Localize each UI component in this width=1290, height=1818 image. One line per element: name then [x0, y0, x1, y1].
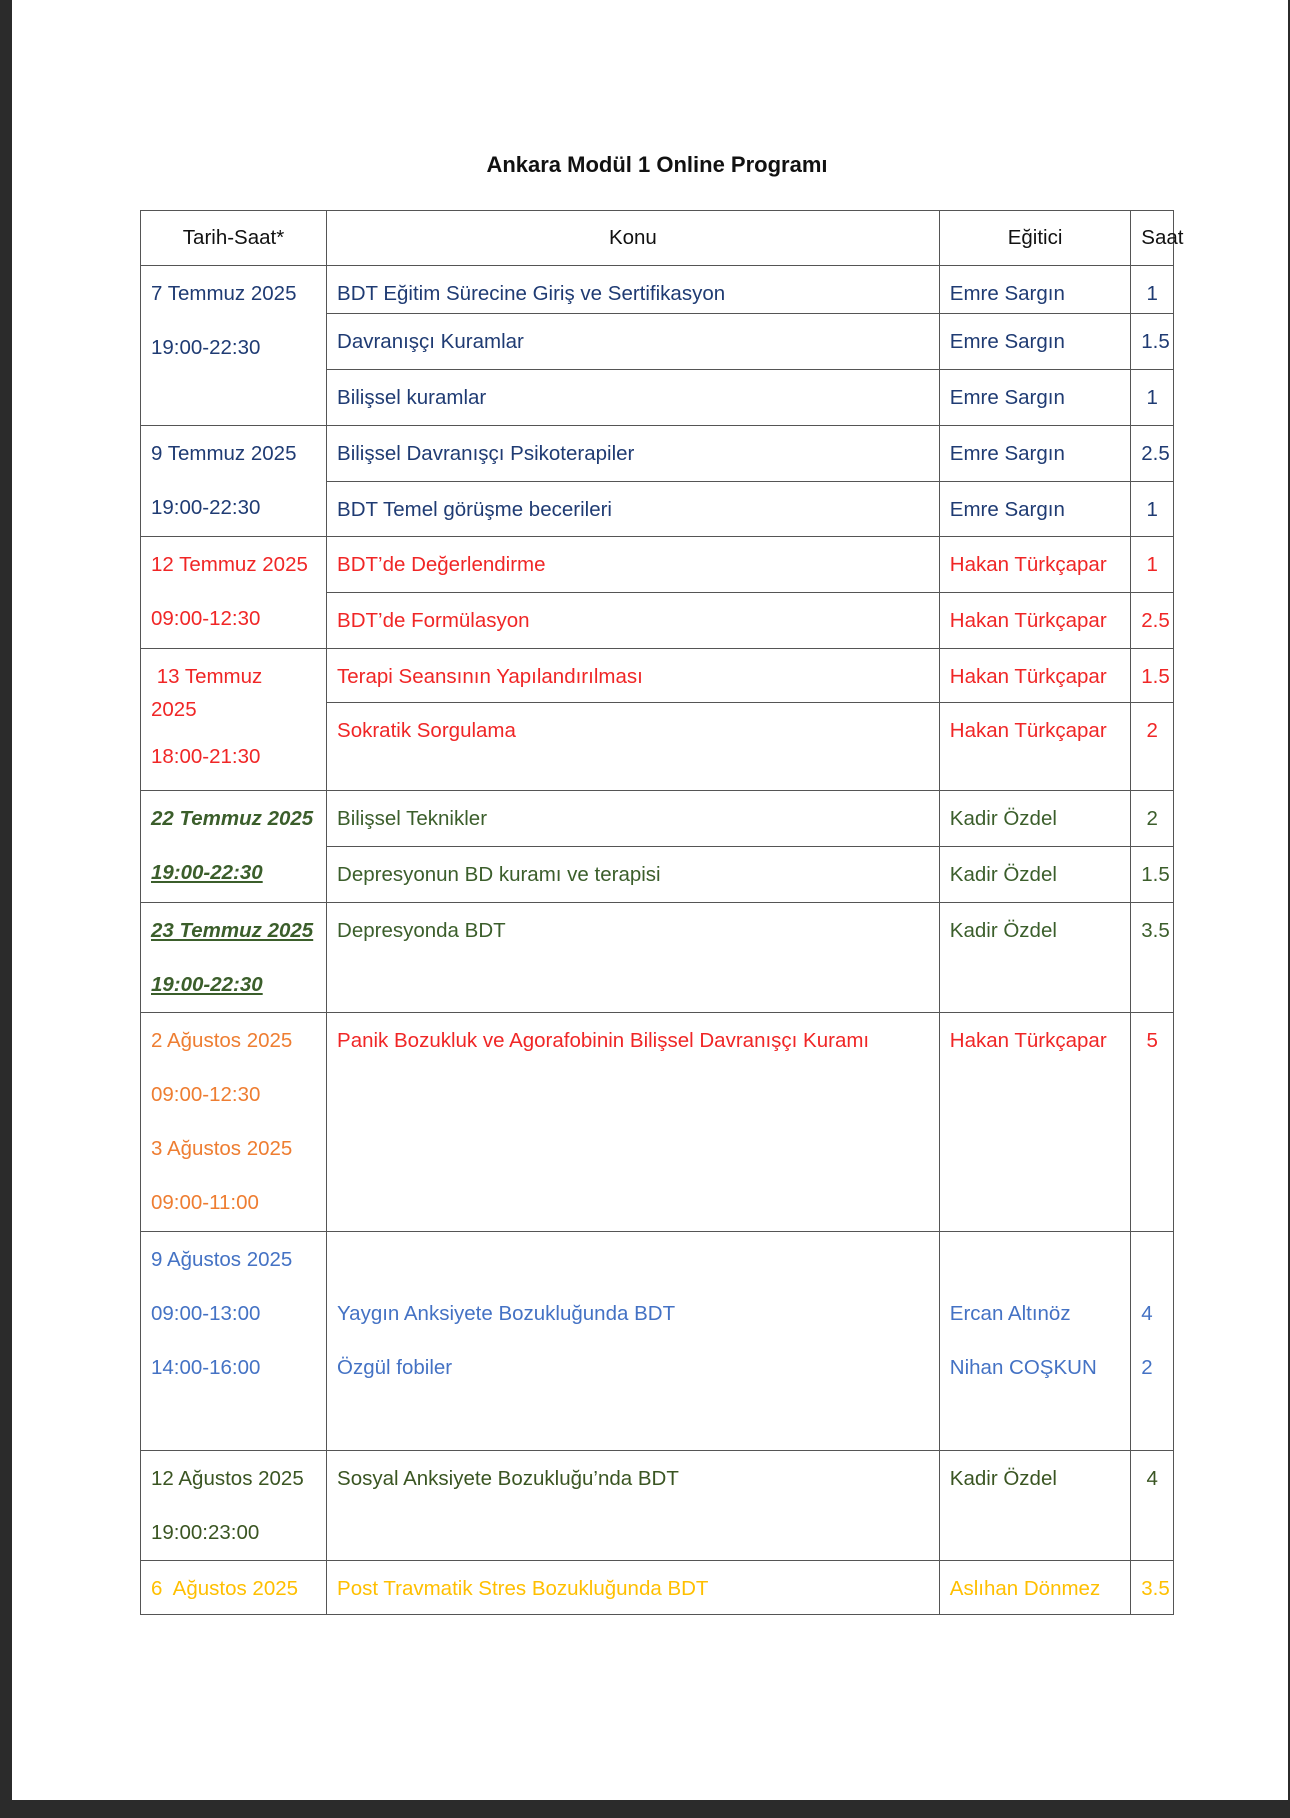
session-date: 23 Temmuz 2025 — [151, 919, 314, 942]
date-cell — [141, 426, 327, 537]
session-date: 6 Ağustos 2025 — [151, 1577, 299, 1600]
hours-cell: 3.5 — [1141, 919, 1170, 942]
table-row — [141, 426, 1174, 482]
topic-cell: Sokratik Sorgulama — [337, 719, 516, 742]
trainer-cell: Kadir Özdel — [949, 919, 1057, 942]
topic-cell: Bilişsel Davranışçı Psikoterapiler — [337, 442, 635, 465]
header-trainer: Eğitici — [939, 211, 1130, 266]
date-cell — [141, 791, 327, 903]
date-cell — [141, 1013, 327, 1232]
date-cell — [141, 537, 327, 649]
trainer-cell: Aslıhan Dönmez — [949, 1577, 1101, 1600]
date-cell — [141, 649, 327, 791]
trainer-cell: Emre Sargın — [949, 330, 1065, 353]
trainer-cell: Emre Sargın — [949, 386, 1065, 409]
session-time: 19:00-22:30 — [151, 861, 263, 884]
topic-cell: Sosyal Anksiyete Bozukluğu’nda BDT — [337, 1467, 679, 1490]
session-time: 19:00-22:30 — [151, 496, 261, 519]
topic-cell: Yaygın Anksiyete Bozukluğunda BDT — [337, 1302, 676, 1325]
table-row — [141, 1561, 1174, 1615]
session-time: 19:00:23:00 — [151, 1521, 260, 1544]
session-time: 09:00-12:30 — [151, 607, 261, 630]
table-row — [141, 537, 1174, 593]
topic-cell: BDT’de Formülasyon — [337, 609, 530, 632]
trainer-cell: Ercan Altınöz — [949, 1302, 1071, 1325]
topic-cell: Panik Bozukluk ve Agorafobinin Bilişsel Davranışçı Kuramı — [337, 1029, 870, 1052]
session-time-2: 14:00-16:00 — [151, 1356, 261, 1379]
hours-cell: 2 — [1146, 719, 1158, 742]
trainer-cell: Hakan Türkçapar — [949, 609, 1107, 632]
session-date: 2 Ağustos 2025 — [151, 1029, 293, 1052]
session-time-2: 09:00-11:00 — [151, 1191, 259, 1214]
date-cell — [141, 1561, 327, 1615]
trainer-cell: Emre Sargın — [949, 282, 1065, 305]
hours-cell: 2.5 — [1141, 609, 1170, 632]
topic-cell: Post Travmatik Stres Bozukluğunda BDT — [337, 1577, 709, 1600]
session-time: 19:00-22:30 — [151, 973, 263, 996]
date-cell — [141, 266, 327, 426]
hours-cell: 2 — [1141, 1356, 1153, 1379]
topic-cell: Depresyonun BD kuramı ve terapisi — [337, 863, 661, 886]
topic-cell: BDT Temel görüşme becerileri — [337, 498, 612, 521]
table-row — [141, 649, 1174, 703]
hours-cell: 3.5 — [1141, 1577, 1170, 1600]
schedule-table — [140, 210, 1184, 1615]
session-date-line2: 2025 — [151, 698, 197, 721]
document-title: Ankara Modül 1 Online Programı — [486, 152, 828, 177]
table-row — [141, 1013, 1174, 1232]
document-page — [12, 0, 1288, 1800]
hours-cell: 1 — [1146, 282, 1158, 305]
trainer-cell: Kadir Özdel — [949, 807, 1057, 830]
date-cell — [141, 1451, 327, 1561]
table-row — [141, 266, 1174, 314]
hours-cell: 1 — [1146, 498, 1158, 521]
table-row — [141, 903, 1174, 1013]
header-topic: Konu — [327, 211, 940, 266]
topic-cell: Depresyonda BDT — [337, 919, 506, 942]
topic-cell: Davranışçı Kuramlar — [337, 330, 524, 353]
trainer-cell: Hakan Türkçapar — [949, 719, 1107, 742]
trainer-cell: Hakan Türkçapar — [949, 665, 1107, 688]
session-date-line1: 13 Temmuz — [151, 665, 263, 688]
header-hours: Saat — [1131, 211, 1174, 266]
trainer-cell: Nihan COŞKUN — [949, 1356, 1097, 1379]
topic-cell: Özgül fobiler — [337, 1356, 453, 1379]
date-cell — [141, 1232, 327, 1451]
table-row — [141, 791, 1174, 847]
date-cell — [141, 903, 327, 1013]
hours-cell: 1 — [1146, 386, 1158, 409]
session-date: 12 Temmuz 2025 — [151, 553, 308, 576]
hours-cell: 1 — [1146, 553, 1158, 576]
hours-cell: 5 — [1146, 1029, 1158, 1052]
trainer-cell: Emre Sargın — [949, 442, 1065, 465]
topic-cell: Terapi Seansının Yapılandırılması — [337, 665, 643, 688]
session-time: 09:00-12:30 — [151, 1083, 261, 1106]
session-date: 7 Temmuz 2025 — [151, 282, 297, 305]
hours-cell: 2.5 — [1141, 442, 1170, 465]
trainer-cell: Hakan Türkçapar — [949, 1029, 1107, 1052]
session-date-2: 3 Ağustos 2025 — [151, 1137, 293, 1160]
session-time: 09:00-13:00 — [151, 1302, 261, 1325]
session-time: 18:00-21:30 — [151, 745, 261, 768]
topic-cell: Bilişsel Teknikler — [337, 807, 488, 830]
session-time: 19:00-22:30 — [151, 336, 261, 359]
hours-cell: 4 — [1146, 1467, 1158, 1490]
hours-cell: 4 — [1141, 1302, 1153, 1325]
session-date: 9 Ağustos 2025 — [151, 1248, 293, 1271]
topic-cell: Bilişsel kuramlar — [337, 386, 487, 409]
trainer-cell: Hakan Türkçapar — [949, 553, 1107, 576]
topic-cell: BDT’de Değerlendirme — [337, 553, 546, 576]
hours-cell: 1.5 — [1141, 863, 1170, 886]
table-row — [141, 1232, 1174, 1451]
trainer-cell: Kadir Özdel — [949, 1467, 1057, 1490]
hours-cell: 1.5 — [1141, 330, 1170, 353]
trainer-cell: Emre Sargın — [949, 498, 1065, 521]
session-date: 9 Temmuz 2025 — [151, 442, 297, 465]
header-date-time: Tarih-Saat* — [141, 211, 327, 266]
trainer-cell: Kadir Özdel — [949, 863, 1057, 886]
session-date: 22 Temmuz 2025 — [151, 807, 314, 830]
session-date: 12 Ağustos 2025 — [151, 1467, 304, 1490]
topic-cell: BDT Eğitim Sürecine Giriş ve Sertifikasyon — [337, 282, 726, 305]
hours-cell: 1.5 — [1141, 665, 1170, 688]
hours-cell: 2 — [1146, 807, 1158, 830]
header-row — [141, 211, 1174, 266]
table-row — [141, 1451, 1174, 1561]
